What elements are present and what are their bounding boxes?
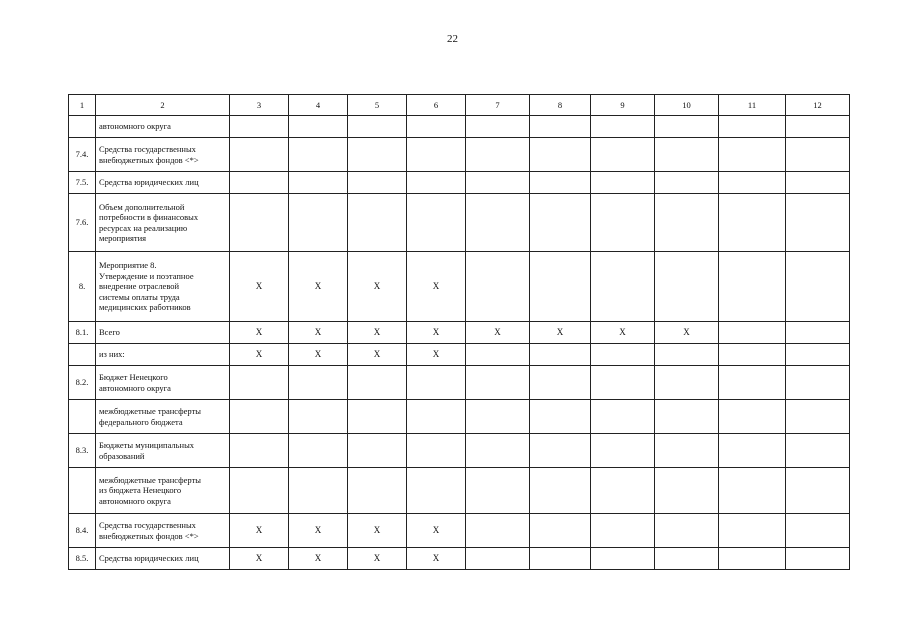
value-cell [786,468,850,514]
value-cell [786,194,850,252]
value-cell [719,548,786,570]
value-cell: Х [230,514,289,548]
value-cell [719,400,786,434]
value-cell [655,252,719,322]
value-cell [591,194,655,252]
value-cell [407,194,466,252]
value-cell [530,434,591,468]
table-row [69,434,850,468]
value-cell [530,344,591,366]
column-header: 1 [69,95,96,116]
value-cell: Х [407,344,466,366]
table-row [69,116,850,138]
value-cell [348,366,407,400]
description-line: межбюджетные трансферты [99,474,201,485]
value-cell [348,172,407,194]
row-number [69,400,96,434]
description-line: Средства юридических лиц [99,553,199,564]
value-cell [230,116,289,138]
value-cell [655,138,719,172]
value-cell [230,366,289,400]
row-number: 8.2. [69,366,96,400]
value-cell [786,400,850,434]
table-row [69,366,850,400]
value-cell: Х [348,548,407,570]
description-line: автономного округа [99,382,171,393]
value-cell [530,252,591,322]
value-cell: Х [591,322,655,344]
value-cell [786,514,850,548]
value-cell [786,434,850,468]
value-cell: Х [407,252,466,322]
value-cell [466,366,530,400]
value-cell [289,366,348,400]
row-description [96,116,230,138]
value-cell [655,116,719,138]
value-cell [655,548,719,570]
value-cell [591,344,655,366]
column-header: 6 [407,95,466,116]
value-cell [530,138,591,172]
column-header: 8 [530,95,591,116]
value-cell [289,172,348,194]
description-line: внебюджетных фондов <*> [99,530,199,541]
column-header: 10 [655,95,719,116]
value-cell [655,514,719,548]
value-cell [719,116,786,138]
description-line: Объем дополнительной [99,201,185,212]
value-cell [719,366,786,400]
value-cell [719,514,786,548]
row-number: 8.1. [69,322,96,344]
value-cell [289,194,348,252]
row-number: 7.4. [69,138,96,172]
description-line: Средства юридических лиц [99,177,199,188]
funding-table [68,94,850,570]
value-cell [786,344,850,366]
value-cell [289,468,348,514]
value-cell [230,468,289,514]
value-cell: Х [230,322,289,344]
description-line: Всего [99,327,120,338]
row-number: 8. [69,252,96,322]
row-description [96,514,230,548]
value-cell [466,400,530,434]
value-cell [407,434,466,468]
value-cell [786,172,850,194]
header-row [69,95,850,116]
column-header: 12 [786,95,850,116]
page-number: 22 [447,33,458,45]
row-description [96,400,230,434]
table-row [69,194,850,252]
value-cell [530,400,591,434]
value-cell: Х [289,344,348,366]
value-cell [719,172,786,194]
value-cell: Х [289,548,348,570]
value-cell [530,194,591,252]
column-header: 3 [230,95,289,116]
value-cell [466,172,530,194]
value-cell [348,400,407,434]
value-cell: Х [289,322,348,344]
value-cell: Х [230,252,289,322]
column-header: 7 [466,95,530,116]
value-cell [719,194,786,252]
value-cell [466,138,530,172]
value-cell [719,138,786,172]
description-line: Бюджеты муниципальных [99,440,195,450]
value-cell [655,344,719,366]
value-cell [719,322,786,344]
description-line: из бюджета Ненецкого [99,485,182,496]
row-number: 7.5. [69,172,96,194]
value-cell [591,548,655,570]
table-row [69,400,850,434]
value-cell [348,194,407,252]
description-line: из них: [99,349,125,360]
value-cell: Х [348,514,407,548]
value-cell [719,344,786,366]
value-cell: Х [407,514,466,548]
table-row [69,172,850,194]
value-cell [407,138,466,172]
description-line: потребности в финансовых [99,212,199,222]
row-number: 8.5. [69,548,96,570]
row-description [96,366,230,400]
row-description [96,194,230,252]
value-cell [655,366,719,400]
row-description [96,548,230,570]
value-cell [530,172,591,194]
description-line: федерального бюджета [99,416,183,427]
value-cell [786,548,850,570]
value-cell: Х [407,322,466,344]
value-cell [289,116,348,138]
value-cell [786,366,850,400]
table-row [69,548,850,570]
value-cell [591,514,655,548]
value-cell [230,400,289,434]
value-cell [655,434,719,468]
value-cell [466,548,530,570]
value-cell: Х [348,344,407,366]
table-row [69,138,850,172]
description-line: автономного округа [99,121,171,132]
value-cell [348,116,407,138]
description-line: автономного округа [99,495,171,506]
value-cell [530,514,591,548]
table-body [69,116,850,570]
table-row [69,344,850,366]
description-line: Утверждение и поэтапное [99,270,194,281]
description-line: внебюджетных фондов <*> [99,154,199,165]
description-line: Средства государственных [99,520,196,530]
description-line: Мероприятие 8. [99,260,157,271]
description-line: мероприятия [99,233,147,243]
value-cell [719,468,786,514]
value-cell: Х [348,322,407,344]
value-cell [466,252,530,322]
value-cell [407,468,466,514]
value-cell [719,252,786,322]
value-cell [348,138,407,172]
value-cell [230,172,289,194]
value-cell [530,468,591,514]
description-line: Средства государственных [99,144,196,154]
value-cell: Х [289,252,348,322]
value-cell: Х [230,548,289,570]
value-cell [530,366,591,400]
row-number [69,468,96,514]
column-header: 2 [96,95,230,116]
value-cell [591,252,655,322]
description-line: образований [99,450,145,461]
description-line: межбюджетные трансферты [99,406,201,416]
column-header: 5 [348,95,407,116]
value-cell [591,138,655,172]
value-cell [230,434,289,468]
table-row [69,322,850,344]
value-cell: Х [348,252,407,322]
description-line: Бюджет Ненецкого [99,372,168,382]
value-cell [289,138,348,172]
value-cell [655,194,719,252]
value-cell [655,468,719,514]
value-cell [786,116,850,138]
value-cell: Х [230,344,289,366]
value-cell [289,400,348,434]
value-cell [591,172,655,194]
value-cell [348,434,407,468]
value-cell [591,400,655,434]
description-line: ресурсах на реализацию [99,222,188,233]
column-header: 4 [289,95,348,116]
value-cell [591,366,655,400]
value-cell [655,172,719,194]
value-cell [230,194,289,252]
description-line: медицинских работников [99,302,191,313]
value-cell [407,172,466,194]
table-row [69,468,850,514]
value-cell: Х [530,322,591,344]
row-description [96,434,230,468]
value-cell [407,366,466,400]
row-description [96,138,230,172]
value-cell [348,468,407,514]
value-cell [466,116,530,138]
row-description [96,468,230,514]
value-cell [719,434,786,468]
value-cell [466,344,530,366]
value-cell [289,434,348,468]
value-cell [407,116,466,138]
value-cell [466,468,530,514]
value-cell [591,434,655,468]
value-cell [407,400,466,434]
value-cell [466,434,530,468]
value-cell [591,468,655,514]
value-cell: Х [466,322,530,344]
description-line: системы оплаты труда [99,291,180,302]
row-number [69,344,96,366]
table-row [69,514,850,548]
value-cell: Х [407,548,466,570]
value-cell [786,138,850,172]
row-number: 8.3. [69,434,96,468]
row-number: 7.6. [69,194,96,252]
row-number [69,116,96,138]
value-cell [230,138,289,172]
row-description [96,252,230,322]
column-header: 11 [719,95,786,116]
value-cell [530,116,591,138]
row-description [96,172,230,194]
value-cell [591,116,655,138]
description-line: внедрение отраслевой [99,281,180,292]
value-cell: Х [655,322,719,344]
column-header: 9 [591,95,655,116]
value-cell [466,194,530,252]
value-cell [530,548,591,570]
value-cell [786,252,850,322]
row-description [96,322,230,344]
value-cell [655,400,719,434]
value-cell [786,322,850,344]
table-row [69,252,850,322]
value-cell: Х [289,514,348,548]
row-number: 8.4. [69,514,96,548]
row-description [96,344,230,366]
value-cell [466,514,530,548]
